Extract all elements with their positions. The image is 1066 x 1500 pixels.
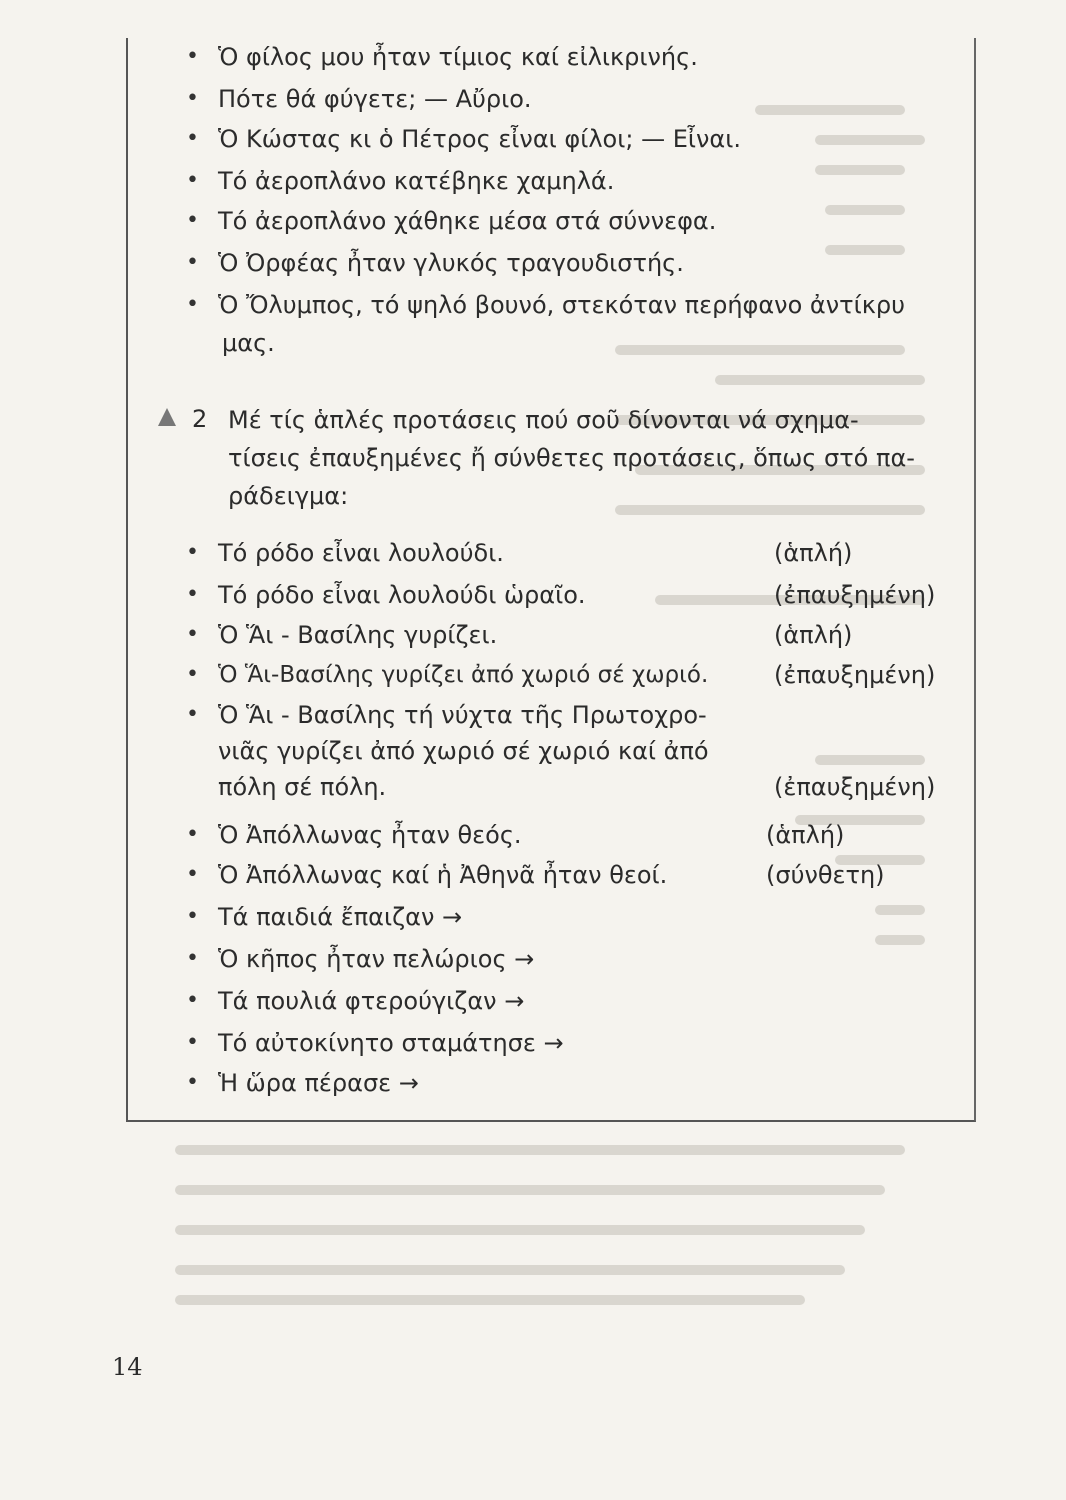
bullet-icon: • xyxy=(186,582,199,607)
paradigm-sentence: Ὁ Ἀπόλλωνας καί ἡ Ἀθηνᾶ ἦταν θεοί. xyxy=(218,861,668,889)
paradigm-sentence: Τό ρόδο εἶναι λουλούδι. xyxy=(218,539,504,567)
paradigm-sentence: Ὁ Ἀπόλλωνας ἦταν θεός. xyxy=(218,821,522,849)
bullet-icon: • xyxy=(186,208,199,233)
example-sentence: Τό ἀεροπλάνο χάθηκε μέσα στά σύννεφα. xyxy=(218,207,717,235)
bullet-icon: • xyxy=(186,904,199,929)
example-sentence: Ὁ Ὀρφέας ἦταν γλυκός τραγουδιστής. xyxy=(218,249,684,277)
paradigm-sentence-continuation: νιᾶς γυρίζει ἀπό χωριό σέ χωριό καί ἀπό xyxy=(218,737,709,765)
sentence-type-label: (ἐπαυξημένη) xyxy=(774,581,936,609)
paradigm-sentence-continuation: πόλη σέ πόλη. xyxy=(218,773,387,801)
task-sentence: Τά παιδιά ἔπαιζαν → xyxy=(218,903,463,931)
bullet-icon: • xyxy=(186,1030,199,1055)
task-sentence: Τό αὐτοκίνητο σταμάτησε → xyxy=(218,1029,564,1057)
instruction-line: ράδειγμα: xyxy=(228,482,349,510)
bullet-icon: • xyxy=(186,292,199,317)
example-sentence: Ὁ Ὄλυμπος, τό ψηλό βουνό, στεκόταν περήφανο ἀντίκρυ xyxy=(218,291,905,319)
bullet-icon: • xyxy=(186,1070,199,1095)
exercise-number: 2 xyxy=(192,405,208,433)
instruction-line: Μέ τίς ἁπλές προτάσεις πού σοῦ δίνονται νά σχημα- xyxy=(228,406,859,434)
paradigm-sentence: Ὁ Ἅι - Βασίλης τή νύχτα τῆς Πρωτοχρο- xyxy=(218,701,707,729)
sentence-type-label: (ἁπλή) xyxy=(774,539,853,567)
bullet-icon: • xyxy=(186,946,199,971)
example-sentence: Πότε θά φύγετε; — Αὔριο. xyxy=(218,85,532,113)
task-sentence: Ἡ ὥρα πέρασε → xyxy=(218,1069,419,1097)
page-number: 14 xyxy=(112,1353,143,1381)
example-sentence: Τό ἀεροπλάνο κατέβηκε χαμηλά. xyxy=(218,167,615,195)
task-sentence: Ὁ κῆπος ἦταν πελώριος → xyxy=(218,945,535,973)
bullet-icon: • xyxy=(186,622,199,647)
sentence-type-label: (ἁπλή) xyxy=(774,621,853,649)
bullet-icon: • xyxy=(186,44,199,69)
bullet-icon: • xyxy=(186,250,199,275)
example-sentence: Ὁ Κώστας κι ὁ Πέτρος εἶναι φίλοι; — Εἶναι. xyxy=(218,125,741,153)
bullet-icon: • xyxy=(186,662,199,687)
bullet-icon: • xyxy=(186,126,199,151)
sentence-type-label: (ἐπαυξημένη) xyxy=(774,773,936,801)
paradigm-sentence: Ὁ Ἅι - Βασίλης γυρίζει. xyxy=(218,621,498,649)
example-sentence: Ὁ φίλος μου ἦταν τίμιος καί εἰλικρινής. xyxy=(218,43,698,71)
example-sentence-continuation: μας. xyxy=(222,329,275,357)
task-sentence: Τά πουλιά φτερούγιζαν → xyxy=(218,987,525,1015)
bullet-icon: • xyxy=(186,168,199,193)
bullet-icon: • xyxy=(186,702,199,727)
sentence-type-label: (ἁπλή) xyxy=(766,821,845,849)
triangle-marker-icon xyxy=(158,408,176,426)
sentence-type-label: (ἐπαυξημένη) xyxy=(774,661,936,689)
bullet-icon: • xyxy=(186,862,199,887)
bullet-icon: • xyxy=(186,86,199,111)
paradigm-sentence: Τό ρόδο εἶναι λουλούδι ὡραῖο. xyxy=(218,581,586,609)
paradigm-sentence: Ὁ Ἅι-Βασίλης γυρίζει ἀπό χωριό σέ χωριό. xyxy=(218,662,709,688)
bullet-icon: • xyxy=(186,540,199,565)
instruction-line: τίσεις ἐπαυξημένες ἤ σύνθετες προτάσεις, ὅπως στό πα- xyxy=(228,444,915,472)
bullet-icon: • xyxy=(186,988,199,1013)
bullet-icon: • xyxy=(186,822,199,847)
sentence-type-label: (σύνθετη) xyxy=(766,861,885,889)
